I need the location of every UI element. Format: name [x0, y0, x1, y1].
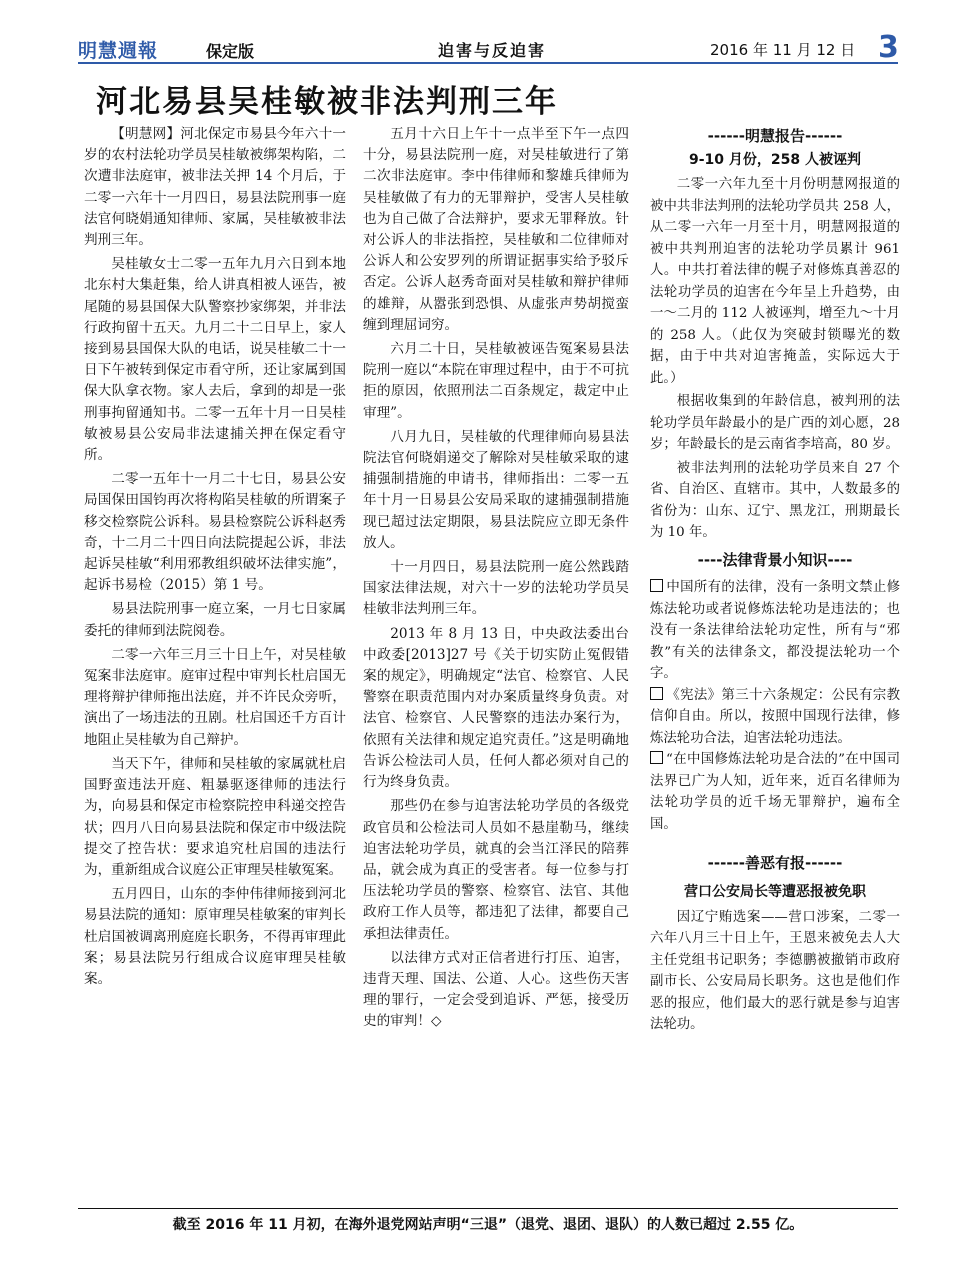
article-paragraph: 十一月四日，易县法院刑一庭公然践踏国家法律法规，对六十一岁的法轮功学员吴桂敏非法判刑三年。	[363, 559, 629, 618]
checkbox-square-icon	[650, 751, 663, 764]
header-rule	[78, 62, 898, 64]
legal-item	[650, 685, 900, 750]
legal-item-text: 《宪法》第三十六条规定：公民有宗教信仰自由。所以，按照中国现行法律，修炼法轮功合法，迫害法轮功违法。	[650, 687, 900, 746]
footer-banner: 截至 2016 年 11 月初，在海外退党网站声明“三退”（退党、退团、退队）的人数已超过 2.55 亿。	[172, 1217, 804, 1233]
article-column-1	[84, 124, 346, 993]
edition-label: 保定版	[206, 42, 255, 61]
article-paragraph: 二零一六年三月三十日上午，对吴桂敏冤案非法庭审。庭审过程中审判长杜启国无理将辩护律师拖出法庭，并不许民众旁听，演出了一场违法的丑剧。杜启国还千方百计地阻止吴桂敏为自己辩护。	[84, 646, 346, 748]
report-paragraph: 二零一六年九至十月份明慧网报道的被中共非法判刑的法轮功学员共 258 人，从二零一六年一月至十月，明慧网报道的被中共判刑迫害的法轮功学员累计 961 人。中共打着法律的幌子对修炼真善忍的法轮功学员的迫害在今年呈上升趋势，由一～二月的 112 人被诬判，增至九～十月的 258 人。（此仅为突破封锁曝光的数据，由于中共对迫害掩盖，实际远大于此。）	[650, 177, 900, 386]
article-paragraph: 吴桂敏女士二零一五年九月六日到本地北东村大集赶集，给人讲真相被人诬告，被尾随的易县国保大队警察抄家绑架，并非法行政拘留十五天。九月二十二日早上，家人接到易县国保大队的电话，说吴桂敏二十一日下午被转到保定市看守所，还让家属到国保大队拿衣物。家人去后，拿到的却是一张刑事拘留通知书。二零一五年十月一日吴桂敏被易县公安局非法逮捕关押在保定看守所。	[84, 256, 346, 464]
legal-item-text: “在中国修炼法轮功是合法的”在中国司法界已广为人知，近年来，近百名律师为法轮功学员的近千场无罪辩护，遍布全国。	[650, 752, 900, 832]
legal-item	[650, 749, 900, 835]
report-subtitle: 9-10 月份，258 人被诬判	[688, 152, 861, 169]
article-paragraph: 以法律方式对正信者进行打压、迫害，违背天理、国法、公道、人心。这些伤天害理的罪行，一定会受到追诉、严惩，接受历史的审判！◇	[363, 949, 629, 1030]
article-paragraph: 2013 年 8 月 13 日，中央政法委出台中政委[2013]27 号《关于切实防止冤假错案的规定》，明确规定“法官、检察官、人民警察在职责范围内对办案质量终身负责。对法官、检察官、人民警察的违法办案行为，依照有关法律和规定追究责任。”这是明确地告诉公检法司人员，任何人都必须对自己的行为终身负责。	[363, 625, 629, 791]
article-paragraph: 当天下午，律师和吴桂敏的家属就杜启国野蛮违法开庭、粗暴驱逐律师的违法行为，向易县和保定市检察院控申科递交控告状；四月八日向易县法院和保定市中级法院提交了控告状：要求追究杜启国的违法行为，重新组成合议庭公正审理吴桂敏冤案。	[84, 755, 346, 878]
article-paragraph: 那些仍在参与迫害法轮功学员的各级党政官员和公检法司人员如不悬崖勒马，继续迫害法轮功学员，就真的会当江泽民的陪葬品，就会成为真正的受害者。每一位参与打压法轮功学员的警察、检察官、法官、其他政府工作人员等，都违犯了法律，都要自己承担法律责任。	[363, 798, 629, 942]
article-paragraph: 易县法院刑事一庭立案，一月七日家属委托的律师到法院阅卷。	[84, 601, 346, 639]
checkbox-square-icon	[650, 579, 663, 592]
legal-item	[650, 577, 900, 685]
newspaper-brand: 明慧週報	[78, 40, 159, 62]
legal-heading: ----法律背景小知识----	[697, 550, 853, 569]
article-paragraph: 六月二十日，吴桂敏被诬告冤案易县法院刑一庭以“本院在审理过程中，由于不可抗拒的原因，依照刑法二百条规定，裁定中止审理”。	[363, 341, 629, 421]
sidebar-column	[650, 126, 900, 1038]
article-paragraph: 五月十六日上午十一点半至下午一点四十分，易县法院刑一庭，对吴桂敏进行了第二次非法庭审。李中伟律师和黎雄兵律师为吴桂敏做了有力的无罪辩护，受害人吴桂敏也为自己做了合法辩护，要求无罪释放。针对公诉人的非法指控，吴桂敏和二位律师对公诉人和公安罗列的所谓证据事实给予驳斥否定。公诉人赵秀奇面对吴桂敏和辩护律师的雄辩，从嚣张到恐惧、从虚张声势胡搅蛮缠到理屈词穷。	[363, 126, 629, 333]
report-paragraph: 被非法判刑的法轮功学员来自 27 个省、自治区、直辖市。其中，人数最多的省份为：山东、辽宁、黑龙江，刑期最长为 10 年。	[650, 460, 900, 541]
issue-date: 2016 年 11 月 12 日	[710, 41, 856, 59]
article-paragraph: 二零一五年十一月二十七日，易县公安局国保田国钧再次将构陷吴桂敏的所谓案子移交检察院公诉科。易县检察院公诉科赵秀奇，十二月二十四日向法院提起公诉，非法起诉吴桂敏“利用邪教组织破坏法律实施”，起诉书易检（2015）第 1 号。	[84, 471, 346, 594]
section-title: 迫害与反迫害	[438, 41, 547, 60]
karma-paragraph: 因辽宁贿选案——营口涉案，二零一六年八月三十日上午，王恩来被免去人大主任党组书记职务；李德鹏被撤销市政府副市长、公安局局长职务。这也是他们作恶的报应，他们最大的恶行就是参与迫害法轮功。	[650, 909, 900, 1033]
article-paragraph: 【明慧网】河北保定市易县今年六十一岁的农村法轮功学员吴桂敏被绑架构陷，二次遭非法庭审，被非法关押 14 个月后，于二零一六年十一月四日，易县法院刑事一庭法官何晓娟通知律师、家属，吴桂敏被非法判刑三年。	[84, 126, 346, 249]
karma-subtitle: 营口公安局长等遭恶报被免职	[684, 884, 866, 901]
article-headline: 河北易县吴桂敏被非法判刑三年	[96, 84, 558, 120]
report-paragraph: 根据收集到的年龄信息，被判刑的法轮功学员年龄最小的是广西的刘心愿，28 岁；年龄最长的是云南省李培高，80 岁。	[650, 394, 900, 453]
article-paragraph: 八月九日，吴桂敏的代理律师向易县法院法官何晓娟递交了解除对吴桂敏采取的逮捕强制措施的申请书，律师指出：二零一五年十月一日易县公安局采取的逮捕强制措施现已超过法定期限，易县法院应立即无条件放人。	[363, 428, 629, 551]
checkbox-square-icon	[650, 687, 663, 700]
karma-heading: ------善恶有报------	[707, 854, 843, 873]
page-number: 3	[878, 30, 899, 65]
legal-item-text: 中国所有的法律，没有一条明文禁止修炼法轮功或者说修炼法轮功是违法的；也没有一条法律给法轮功定性，所有与“邪教”有关的法律条文，都没提法轮功一个字。	[650, 580, 900, 682]
report-body	[650, 174, 900, 544]
report-heading: ------明慧报告------	[707, 127, 843, 145]
article-column-2	[363, 124, 629, 1036]
karma-body	[650, 907, 900, 1036]
article-paragraph: 五月四日，山东的李仲伟律师接到河北易县法院的通知：原审理吴桂敏案的审判长杜启国被调离刑庭庭长职务，不得再审理此案；易县法院另行组成合议庭审理吴桂敏案。	[84, 886, 346, 987]
footer-rule	[78, 1208, 898, 1209]
legal-list	[650, 577, 900, 835]
